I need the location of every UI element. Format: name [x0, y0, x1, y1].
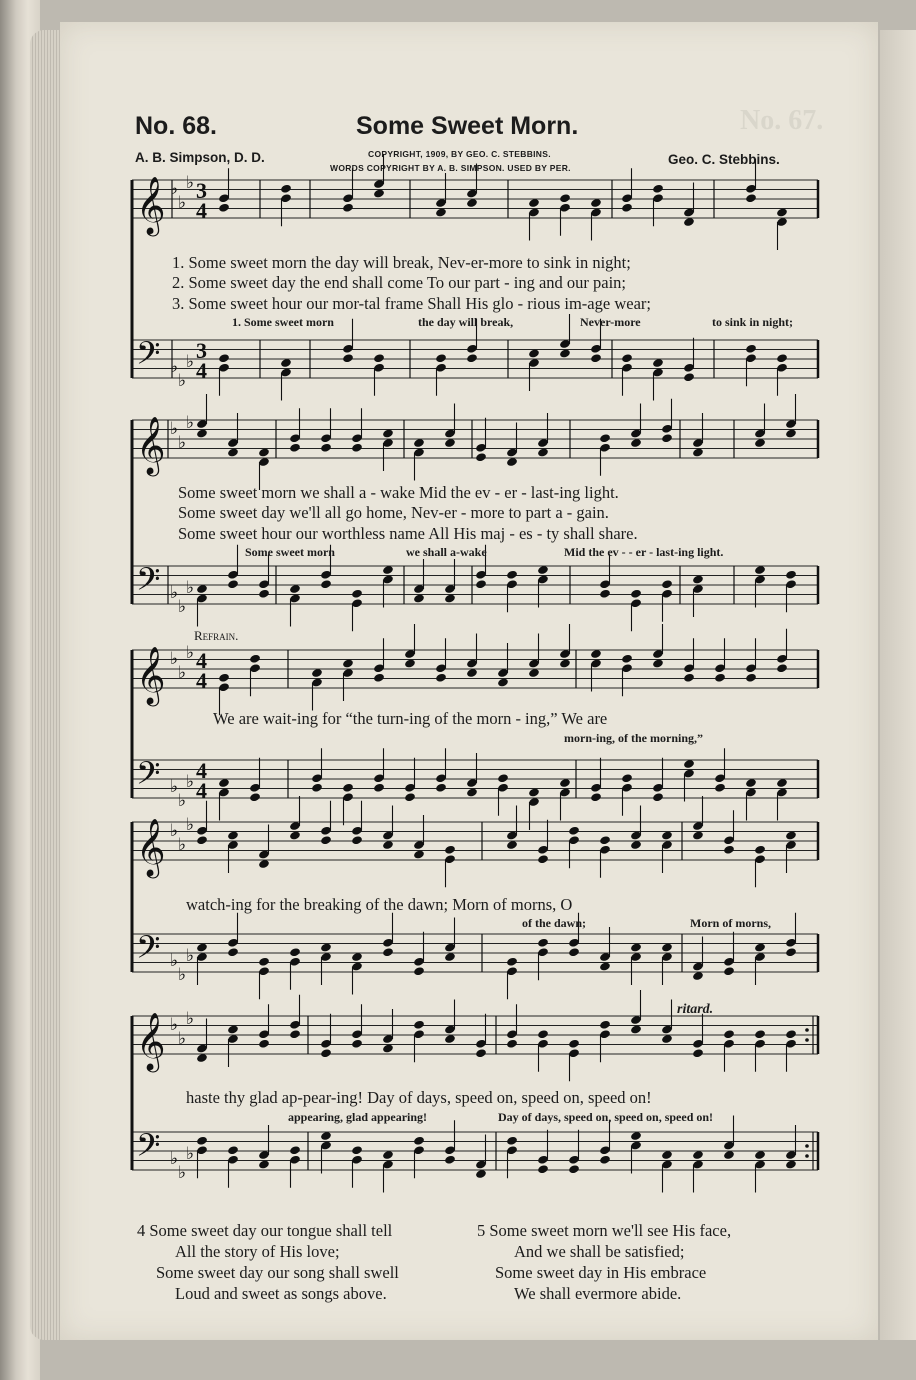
key-flat-icon: ♭ — [170, 821, 179, 841]
echo-text: the day will break, — [418, 315, 514, 329]
notehead — [745, 344, 757, 354]
notehead — [342, 783, 354, 793]
repeat-dot — [805, 1038, 809, 1042]
copyright-line-1: COPYRIGHT, 1909, BY GEO. C. STEBBINS. — [368, 149, 551, 159]
notehead — [280, 184, 292, 194]
notehead — [227, 947, 239, 957]
lyric-line-2: Some sweet day we'll all go home, Nev-er - more to part a - gain. — [178, 503, 609, 522]
hymn-author: A. B. Simpson, D. D. — [135, 150, 265, 165]
notehead — [506, 570, 518, 580]
hymn-number: No. 68. — [135, 112, 217, 140]
notehead — [754, 1029, 766, 1039]
notehead — [227, 1145, 239, 1155]
stanza-4-line-1: 4 Some sweet day our tongue shall tell — [137, 1221, 393, 1240]
echo-text: Mid the ev - - er - last-ing light. — [564, 545, 724, 559]
notehead — [351, 589, 363, 599]
notehead — [227, 579, 239, 589]
echo-text: we shall a-wake — [406, 545, 487, 559]
notehead — [320, 1048, 332, 1058]
notehead — [289, 1029, 301, 1039]
key-flat-icon: ♭ — [178, 1029, 187, 1049]
notehead — [785, 570, 797, 580]
treble-clef-icon: 𝄞 — [136, 1012, 166, 1070]
notehead — [776, 353, 788, 363]
stanza-5-line-4: We shall evermore abide. — [514, 1284, 682, 1303]
music-system-refrain — [132, 628, 818, 823]
notehead — [683, 372, 695, 382]
page-stack-edge — [30, 30, 64, 1340]
notehead — [723, 845, 735, 855]
notehead — [754, 845, 766, 855]
notehead — [342, 203, 354, 213]
notehead — [475, 1048, 487, 1058]
notehead — [444, 845, 456, 855]
echo-text: Never-more — [580, 315, 641, 329]
key-flat-icon: ♭ — [186, 578, 195, 598]
facing-page-edge — [880, 30, 916, 1340]
key-flat-icon: ♭ — [170, 179, 179, 199]
notehead — [776, 663, 788, 673]
treble-clef-icon: 𝄞 — [136, 176, 166, 234]
bass-clef-icon: 𝄢 — [136, 335, 161, 379]
ritard-marking: ritard. — [677, 1002, 714, 1017]
time-signature-top: 4 — [196, 758, 207, 783]
notehead — [289, 1145, 301, 1155]
notehead — [404, 792, 416, 802]
refrain-label: Refrain. — [194, 628, 239, 643]
notehead — [621, 203, 633, 213]
music-system-5 — [132, 1000, 818, 1205]
notehead — [475, 579, 487, 589]
notehead — [599, 1155, 611, 1165]
verse-3-line: 3. Some sweet hour our mor-tal frame Shall His glo - rious im-age wear; — [172, 294, 651, 313]
notehead — [590, 792, 602, 802]
key-flat-icon: ♭ — [186, 1144, 195, 1164]
notehead — [320, 579, 332, 589]
notehead — [413, 1020, 425, 1030]
music-system-4 — [132, 815, 818, 1007]
treble-clef-icon: 𝄞 — [136, 818, 166, 876]
notehead — [258, 589, 270, 599]
notehead — [537, 938, 549, 948]
notehead — [661, 579, 673, 589]
notehead — [559, 193, 571, 203]
key-flat-icon: ♭ — [170, 583, 179, 603]
key-flat-icon: ♭ — [178, 791, 187, 811]
notehead — [258, 957, 270, 967]
notehead — [311, 783, 323, 793]
bass-clef-icon: 𝄢 — [136, 755, 161, 799]
echo-text: 1. Some sweet morn — [232, 315, 334, 329]
time-signature-bottom: 4 — [196, 668, 207, 693]
lyric-line-3: Some sweet hour our worthless name All His maj - es - ty shall share. — [178, 524, 638, 543]
key-flat-icon: ♭ — [186, 772, 195, 792]
key-flat-icon: ♭ — [178, 663, 187, 683]
key-flat-icon: ♭ — [178, 433, 187, 453]
key-flat-icon: ♭ — [186, 352, 195, 372]
time-signature-top: 4 — [196, 648, 207, 673]
music-system-1 — [132, 173, 818, 415]
notehead — [599, 433, 611, 443]
notehead — [320, 443, 332, 453]
key-flat-icon: ♭ — [170, 951, 179, 971]
notehead — [413, 1136, 425, 1146]
notehead — [289, 443, 301, 453]
bleed-through-title: No. 67. — [740, 105, 824, 136]
notehead — [435, 353, 447, 363]
notehead — [537, 854, 549, 864]
key-flat-icon: ♭ — [178, 193, 187, 213]
notehead — [342, 353, 354, 363]
lyric-line: watch-ing for the breaking of the dawn; Morn of morns, O — [186, 895, 573, 914]
key-flat-icon: ♭ — [178, 597, 187, 617]
music-system-2 — [132, 413, 818, 635]
notehead — [621, 654, 633, 664]
notehead — [599, 835, 611, 845]
key-flat-icon: ♭ — [186, 815, 195, 835]
notehead — [435, 783, 447, 793]
notehead — [568, 1164, 580, 1174]
key-flat-icon: ♭ — [170, 1149, 179, 1169]
key-flat-icon: ♭ — [186, 173, 195, 193]
hymn-composer: Geo. C. Stebbins. — [668, 152, 780, 167]
notehead — [621, 353, 633, 363]
key-flat-icon: ♭ — [186, 413, 195, 433]
notehead — [196, 835, 208, 845]
notehead — [785, 947, 797, 957]
notehead — [497, 773, 509, 783]
echo-text: morn-ing, of the morning,” — [564, 731, 703, 745]
notehead — [745, 673, 757, 683]
notehead — [373, 783, 385, 793]
time-signature-bottom: 4 — [196, 358, 207, 383]
stanza-4-line-2: All the story of His love; — [175, 1242, 340, 1261]
bass-clef-icon: 𝄢 — [136, 1127, 161, 1171]
notehead — [630, 589, 642, 599]
notehead — [692, 1048, 704, 1058]
key-flat-icon: ♭ — [186, 1009, 195, 1029]
verse-1-line: 1. Some sweet morn the day will break, Nev-er-more to sink in night; — [172, 253, 631, 272]
notehead — [435, 673, 447, 683]
time-signature-bottom: 4 — [196, 198, 207, 223]
treble-clef-icon: 𝄞 — [136, 416, 166, 474]
notehead — [568, 1039, 580, 1049]
echo-text: Some sweet morn — [245, 545, 335, 559]
notehead — [590, 353, 602, 363]
echo-text: appearing, glad appearing! — [288, 1110, 428, 1124]
time-signature-top: 3 — [196, 178, 207, 203]
stanza-5-line-2: And we shall be satisfied; — [514, 1242, 685, 1261]
stanza-4-line-3: Some sweet day our song shall swell — [156, 1263, 399, 1282]
notehead — [351, 443, 363, 453]
key-flat-icon: ♭ — [178, 965, 187, 985]
echo-text: to sink in night; — [712, 315, 794, 329]
notehead — [218, 203, 230, 213]
stanza-4-line-4: Loud and sweet as songs above. — [175, 1284, 387, 1303]
notehead — [475, 452, 487, 462]
key-flat-icon: ♭ — [170, 1015, 179, 1035]
notehead — [289, 947, 301, 957]
key-flat-icon: ♭ — [170, 649, 179, 669]
hymn-title: Some Sweet Morn. — [356, 112, 579, 140]
key-flat-icon: ♭ — [170, 419, 179, 439]
notehead — [568, 826, 580, 836]
echo-text: of the dawn; — [522, 916, 587, 930]
key-flat-icon: ♭ — [178, 371, 187, 391]
time-signature-top: 3 — [196, 338, 207, 363]
notehead — [218, 353, 230, 363]
notehead — [320, 835, 332, 845]
echo-text: Day of days, speed on, speed on, speed on! — [498, 1110, 714, 1124]
notehead — [621, 773, 633, 783]
notehead — [568, 947, 580, 957]
notehead — [413, 966, 425, 976]
key-flat-icon: ♭ — [170, 777, 179, 797]
bass-clef-icon: 𝄢 — [136, 561, 161, 605]
notehead — [258, 1039, 270, 1049]
notehead — [652, 792, 664, 802]
refrain-lyric-line: We are wait-ing for “the turn-ing of the morn - ing,” We are — [213, 709, 608, 728]
notehead — [351, 835, 363, 845]
stanza-5-line-3: Some sweet day in His embrace — [495, 1263, 707, 1282]
echo-text: Morn of morns, — [690, 916, 771, 930]
copyright-line-2: WORDS COPYRIGHT BY A. B. SIMPSON. USED BY PER. — [330, 163, 571, 173]
key-flat-icon: ♭ — [186, 643, 195, 663]
repeat-dot — [805, 1028, 809, 1032]
notehead — [723, 1029, 735, 1039]
notehead — [382, 947, 394, 957]
notehead — [745, 193, 757, 203]
notehead — [218, 673, 230, 683]
key-flat-icon: ♭ — [186, 946, 195, 966]
time-signature-bottom: 4 — [196, 778, 207, 803]
notehead — [537, 1164, 549, 1174]
notehead — [714, 673, 726, 683]
notehead — [785, 1029, 797, 1039]
notehead — [373, 353, 385, 363]
notehead — [249, 792, 261, 802]
repeat-dot — [805, 1154, 809, 1158]
key-flat-icon: ♭ — [178, 835, 187, 855]
bass-clef-icon: 𝄢 — [136, 929, 161, 973]
notehead — [683, 673, 695, 683]
notehead — [444, 1155, 456, 1165]
stanza-5-line-1: 5 Some sweet morn we'll see His face, — [477, 1221, 732, 1240]
lyric-line-1: Some sweet morn we shall a - wake Mid the ev - er - last-ing light. — [178, 483, 619, 502]
notehead — [373, 673, 385, 683]
lyric-line: haste thy glad ap-pear-ing! Day of days, speed on, speed on, speed on! — [186, 1088, 652, 1107]
treble-clef-icon: 𝄞 — [136, 646, 166, 704]
notehead — [537, 1029, 549, 1039]
verse-2-line: 2. Some sweet day the end shall come To our part - ing and our pain; — [172, 273, 627, 292]
key-flat-icon: ♭ — [170, 357, 179, 377]
notehead — [466, 353, 478, 363]
notehead — [506, 1136, 518, 1146]
notehead — [506, 957, 518, 967]
notehead — [196, 1136, 208, 1146]
notehead — [249, 654, 261, 664]
notehead — [652, 184, 664, 194]
key-flat-icon: ♭ — [178, 1163, 187, 1183]
notehead — [723, 966, 735, 976]
notehead — [506, 1039, 518, 1049]
notehead — [351, 1039, 363, 1049]
repeat-dot — [805, 1144, 809, 1148]
notehead — [714, 783, 726, 793]
notehead — [661, 433, 673, 443]
notehead — [599, 1020, 611, 1030]
notehead — [599, 589, 611, 599]
notehead — [351, 1145, 363, 1155]
